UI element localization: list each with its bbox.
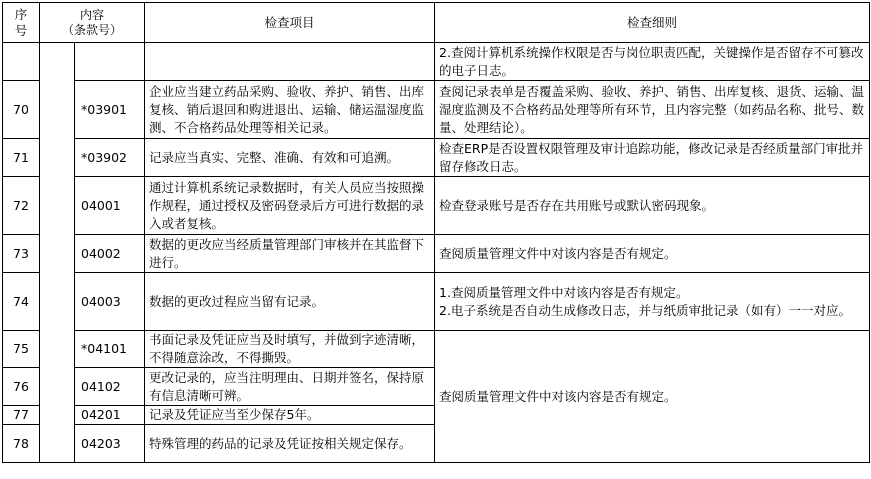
header-no: 序号 [3, 3, 40, 43]
table-row-continuation [3, 43, 870, 81]
header-content-line2: （条款号） [62, 22, 123, 37]
cell-code: 04102 [75, 368, 145, 406]
cell-code: *03901 [75, 81, 145, 139]
table-row [3, 273, 870, 331]
cell-item: 记录应当真实、完整、准确、有效和可追溯。 [145, 139, 435, 177]
cell-code: *04101 [75, 331, 145, 368]
table-row [3, 331, 870, 368]
table-row [3, 177, 870, 235]
cell-no: 74 [3, 273, 40, 331]
cell-detail: 2.查阅计算机系统操作权限是否与岗位职责匹配，关键操作是否留存不可篡改的电子日志。 [435, 43, 870, 81]
cell-code: 04002 [75, 235, 145, 273]
detail-line: 2.电子系统是否自动生成修改日志，并与纸质审批记录（如有）一一对应。 [439, 302, 851, 318]
table-row [3, 235, 870, 273]
cell-item: 记录及凭证应当至少保存5年。 [145, 406, 435, 425]
header-item: 检查项目 [145, 3, 435, 43]
header-row [3, 3, 870, 43]
cell-no: 72 [3, 177, 40, 235]
cell-detail: 检查ERP是否设置权限管理及审计追踪功能，修改记录是否经质量部门审批并留存修改日志。 [435, 139, 870, 177]
cell-no: 76 [3, 368, 40, 406]
cell-item-empty [145, 43, 435, 81]
cell-code-empty [75, 43, 145, 81]
header-detail: 检查细则 [435, 3, 870, 43]
cell-detail-merged: 查阅质量管理文件中对该内容是否有规定。 [435, 331, 870, 463]
cell-code: 04003 [75, 273, 145, 331]
cell-detail: 查阅质量管理文件中对该内容是否有规定。 [435, 235, 870, 273]
table-row [3, 139, 870, 177]
header-content-line1: 内容 [80, 7, 105, 22]
cell-no: 73 [3, 235, 40, 273]
cell-code: 04001 [75, 177, 145, 235]
inspection-table [2, 2, 870, 463]
cell-no: 78 [3, 425, 40, 463]
cell-code: 04203 [75, 425, 145, 463]
cell-item: 企业应当建立药品采购、验收、养护、销售、出库复核、销后退回和购进退出、运输、储运温湿度监测、不合格药品处理等相关记录。 [145, 81, 435, 139]
cell-no-empty [3, 43, 40, 81]
cell-code: 04201 [75, 406, 145, 425]
cell-detail: 查阅记录表单是否覆盖采购、验收、养护、销售、出库复核、退货、运输、温湿度监测及不合格药品处理等所有环节，且内容完整（如药品名称、批号、数量、处理结论）。 [435, 81, 870, 139]
header-content [40, 3, 145, 43]
cell-item: 数据的更改应当经质量管理部门审核并在其监督下进行。 [145, 235, 435, 273]
cell-no: 75 [3, 331, 40, 368]
detail-line: 1.查阅质量管理文件中对该内容是否有规定。 [439, 284, 689, 300]
cell-detail [435, 273, 870, 331]
cell-no: 70 [3, 81, 40, 139]
cell-code: *03902 [75, 139, 145, 177]
blank-column [40, 43, 75, 463]
cell-item: 书面记录及凭证应当及时填写，并做到字迹清晰，不得随意涂改，不得撕毁。 [145, 331, 435, 368]
cell-item: 特殊管理的药品的记录及凭证按相关规定保存。 [145, 425, 435, 463]
cell-item: 更改记录的，应当注明理由、日期并签名，保持原有信息清晰可辨。 [145, 368, 435, 406]
cell-detail: 检查登录账号是否存在共用账号或默认密码现象。 [435, 177, 870, 235]
cell-item: 通过计算机系统记录数据时，有关人员应当按照操作规程，通过授权及密码登录后方可进行数据的录入或者复核。 [145, 177, 435, 235]
cell-item: 数据的更改过程应当留有记录。 [145, 273, 435, 331]
cell-no: 71 [3, 139, 40, 177]
cell-no: 77 [3, 406, 40, 425]
table-row [3, 81, 870, 139]
